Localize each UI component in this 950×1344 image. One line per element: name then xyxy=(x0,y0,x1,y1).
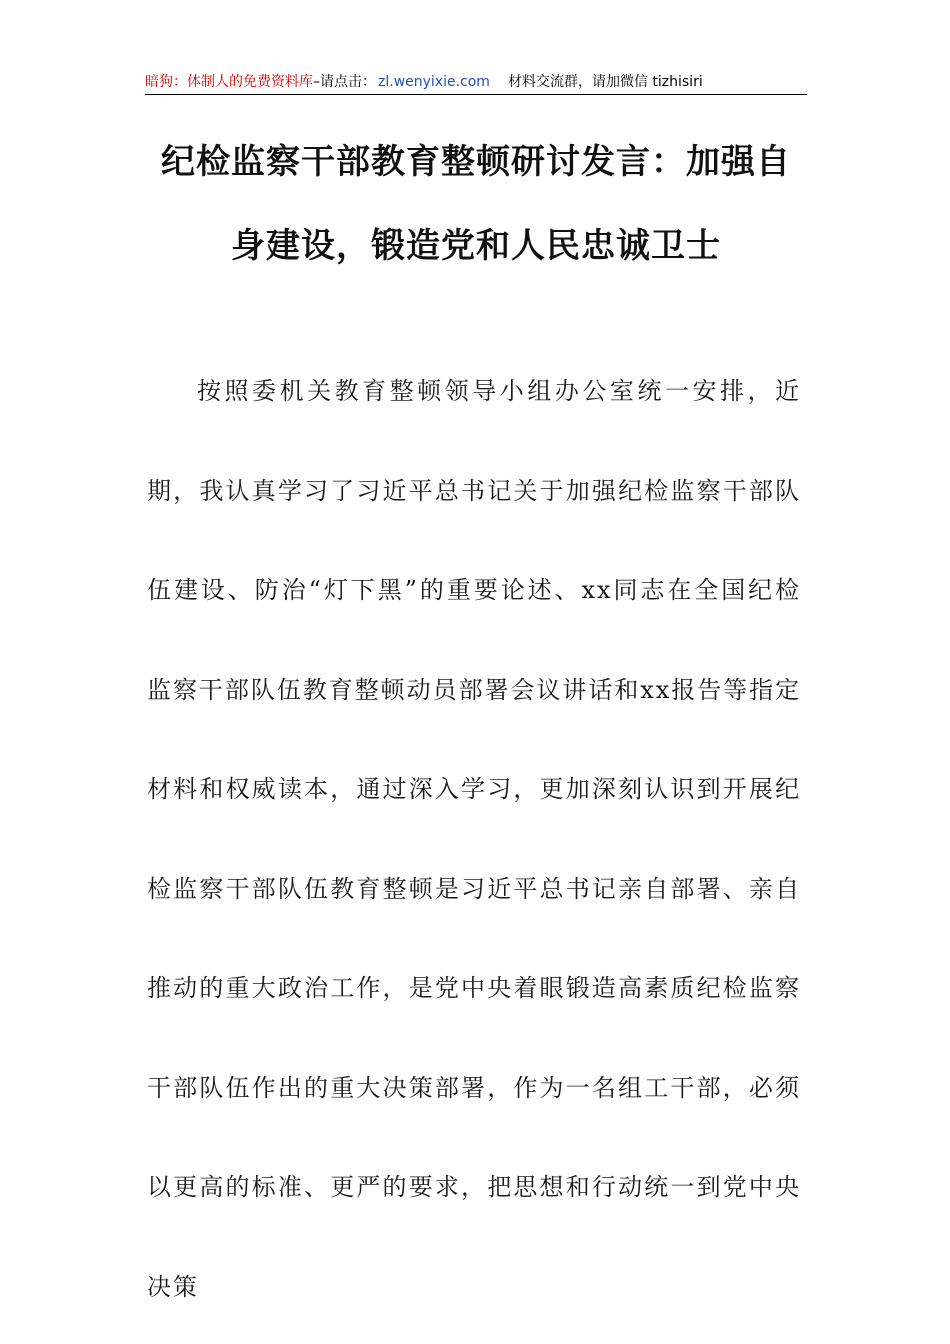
header-link[interactable]: zl.wenyixie.com xyxy=(378,74,490,90)
header-prompt: –请点击： xyxy=(313,74,376,90)
header-divider xyxy=(145,94,807,95)
header-brand: 暗狗：体制人的免费资料库 xyxy=(145,74,313,90)
document-title: 纪检监察干部教育整顿研讨发言：加强自身建设，锻造党和人民忠诚卫士 xyxy=(161,142,791,266)
header-group-note: 材料交流群，请加微信 tizhisiri xyxy=(507,74,703,90)
page-header xyxy=(145,72,807,94)
body-paragraph: 按照委机关教育整顿领导小组办公室统一安排，近期，我认真学习了习近平总书记关于加强纪检监察干部队伍建设、防治“灯下黑”的重要论述、xx同志在全国纪检监察干部队伍教育整顿动员部署会议讲话和xx报告等指定材料和权威读本，通过深入学习，更加深刻认识到开展纪检监察干部队伍教育整顿是习近平总书记亲自部署、亲自推动的重大政治工作，是党中央着眼锻造高素质纪检监察干部队伍作出的重大决策部署，作为一名组工干部，必须以更高的标准、更严的要求，把思想和行动统一到党中央决策 xyxy=(147,377,801,1301)
